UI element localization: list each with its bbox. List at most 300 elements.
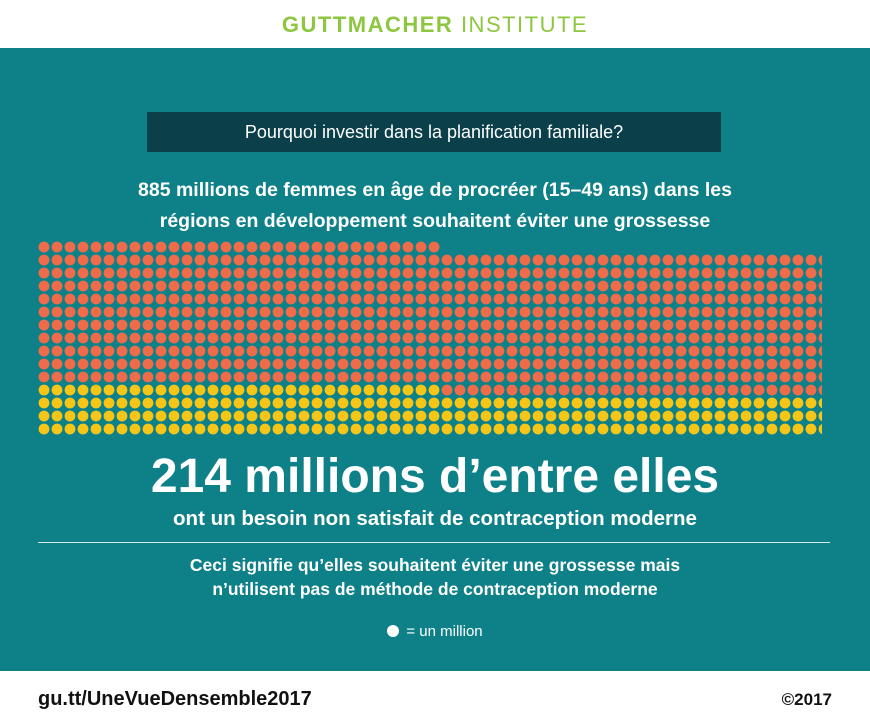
woman-dot (299, 359, 310, 370)
woman-dot (585, 333, 596, 344)
woman-dot (312, 346, 323, 357)
woman-dot (91, 242, 102, 253)
unmet-need-dot (52, 385, 63, 396)
woman-dot (312, 268, 323, 279)
woman-dot (364, 346, 375, 357)
woman-dot (481, 307, 492, 318)
woman-dot (559, 281, 570, 292)
woman-dot (104, 320, 115, 331)
unmet-need-dot (273, 398, 284, 409)
woman-dot (338, 281, 349, 292)
woman-dot (364, 307, 375, 318)
woman-dot (234, 294, 245, 305)
unmet-need-dot (481, 424, 492, 435)
woman-dot (455, 255, 466, 266)
woman-dot (793, 359, 804, 370)
woman-dot (364, 372, 375, 383)
woman-dot (130, 333, 141, 344)
woman-dot (507, 372, 518, 383)
woman-dot (611, 281, 622, 292)
woman-dot (351, 255, 362, 266)
woman-dot (208, 294, 219, 305)
woman-dot (325, 268, 336, 279)
woman-dot (715, 333, 726, 344)
woman-dot (624, 346, 635, 357)
unmet-need-dot (572, 424, 583, 435)
unmet-need-dot (819, 424, 822, 435)
woman-dot (676, 346, 687, 357)
woman-dot (455, 281, 466, 292)
woman-dot (78, 346, 89, 357)
unmet-need-dot (455, 424, 466, 435)
woman-dot (793, 320, 804, 331)
woman-dot (364, 242, 375, 253)
woman-dot (598, 268, 609, 279)
woman-dot (806, 372, 817, 383)
woman-dot (442, 281, 453, 292)
woman-dot (130, 320, 141, 331)
woman-dot (494, 294, 505, 305)
unmet-need-dot (806, 398, 817, 409)
woman-dot (650, 359, 661, 370)
woman-dot (52, 307, 63, 318)
woman-dot (559, 268, 570, 279)
woman-dot (481, 281, 492, 292)
woman-dot (208, 242, 219, 253)
unmet-need-dot (403, 385, 414, 396)
woman-dot (702, 359, 713, 370)
woman-dot (377, 242, 388, 253)
woman-dot (767, 268, 778, 279)
unmet-need-dot (351, 424, 362, 435)
woman-dot (481, 268, 492, 279)
unmet-need-dot (104, 411, 115, 422)
woman-dot (39, 307, 50, 318)
unmet-need-dot (403, 424, 414, 435)
woman-dot (663, 385, 674, 396)
unmet-need-dot (767, 411, 778, 422)
woman-dot (364, 294, 375, 305)
woman-dot (481, 346, 492, 357)
woman-dot (585, 294, 596, 305)
woman-dot (403, 372, 414, 383)
woman-dot (364, 281, 375, 292)
woman-dot (260, 255, 271, 266)
woman-dot (208, 281, 219, 292)
woman-dot (273, 281, 284, 292)
unmet-need-dot (741, 424, 752, 435)
woman-dot (728, 346, 739, 357)
unmet-need-dot (39, 411, 50, 422)
unmet-need-dot (624, 424, 635, 435)
woman-dot (520, 307, 531, 318)
woman-dot (728, 307, 739, 318)
woman-dot (351, 242, 362, 253)
woman-dot (65, 359, 76, 370)
unmet-need-dot (637, 424, 648, 435)
woman-dot (533, 255, 544, 266)
woman-dot (260, 320, 271, 331)
unmet-need-dot (247, 424, 258, 435)
woman-dot (390, 346, 401, 357)
woman-dot (390, 333, 401, 344)
woman-dot (299, 281, 310, 292)
woman-dot (702, 346, 713, 357)
unmet-need-dot (819, 411, 822, 422)
unmet-need-dot (468, 411, 479, 422)
unmet-need-dot (559, 424, 570, 435)
woman-dot (52, 281, 63, 292)
woman-dot (117, 255, 128, 266)
woman-dot (78, 359, 89, 370)
woman-dot (143, 268, 154, 279)
woman-dot (819, 294, 822, 305)
woman-dot (117, 320, 128, 331)
woman-dot (624, 320, 635, 331)
woman-dot (234, 307, 245, 318)
woman-dot (663, 307, 674, 318)
woman-dot (780, 359, 791, 370)
woman-dot (273, 255, 284, 266)
woman-dot (494, 281, 505, 292)
woman-dot (780, 268, 791, 279)
woman-dot (195, 307, 206, 318)
woman-dot (481, 333, 492, 344)
woman-dot (793, 268, 804, 279)
unmet-need-dot (572, 411, 583, 422)
woman-dot (273, 333, 284, 344)
woman-dot (442, 294, 453, 305)
woman-dot (429, 359, 440, 370)
woman-dot (312, 242, 323, 253)
unmet-need-dot (65, 385, 76, 396)
woman-dot (637, 333, 648, 344)
woman-dot (377, 346, 388, 357)
woman-dot (715, 372, 726, 383)
woman-dot (338, 320, 349, 331)
unmet-need-dot (130, 385, 141, 396)
woman-dot (286, 294, 297, 305)
woman-dot (806, 359, 817, 370)
woman-dot (377, 333, 388, 344)
woman-dot (689, 333, 700, 344)
unmet-need-dot (390, 398, 401, 409)
unmet-need-dot (221, 385, 232, 396)
woman-dot (52, 294, 63, 305)
unmet-need-dot (754, 398, 765, 409)
woman-dot (442, 346, 453, 357)
woman-dot (338, 333, 349, 344)
woman-dot (624, 359, 635, 370)
woman-dot (806, 255, 817, 266)
unmet-need-dot (507, 398, 518, 409)
woman-dot (91, 333, 102, 344)
woman-dot (598, 359, 609, 370)
source-link[interactable]: gu.tt/UneVueDensemble2017 (38, 688, 312, 710)
woman-dot (676, 372, 687, 383)
unmet-need-dot (78, 385, 89, 396)
woman-dot (507, 268, 518, 279)
woman-dot (286, 268, 297, 279)
woman-dot (624, 281, 635, 292)
woman-dot (780, 320, 791, 331)
woman-dot (468, 268, 479, 279)
woman-dot (429, 372, 440, 383)
unmet-need-dot (221, 424, 232, 435)
woman-dot (195, 281, 206, 292)
woman-dot (767, 294, 778, 305)
woman-dot (624, 268, 635, 279)
lead-line: 885 millions de femmes en âge de procréer (15–49 ans) dans les (138, 179, 732, 201)
woman-dot (806, 307, 817, 318)
woman-dot (455, 307, 466, 318)
woman-dot (468, 294, 479, 305)
woman-dot (65, 333, 76, 344)
woman-dot (715, 359, 726, 370)
copyright: ©2017 (781, 690, 832, 709)
woman-dot (611, 346, 622, 357)
woman-dot (247, 372, 258, 383)
woman-dot (104, 255, 115, 266)
woman-dot (715, 281, 726, 292)
unmet-need-dot (195, 385, 206, 396)
woman-dot (247, 294, 258, 305)
unmet-need-dot (676, 411, 687, 422)
woman-dot (598, 320, 609, 331)
woman-dot (260, 372, 271, 383)
woman-dot (247, 255, 258, 266)
unmet-need-dot (78, 411, 89, 422)
woman-dot (741, 359, 752, 370)
woman-dot (416, 242, 427, 253)
woman-dot (221, 268, 232, 279)
header (0, 0, 870, 48)
unmet-need-dot (403, 411, 414, 422)
woman-dot (39, 346, 50, 357)
woman-dot (494, 385, 505, 396)
woman-dot (325, 333, 336, 344)
woman-dot (377, 281, 388, 292)
woman-dot (728, 294, 739, 305)
woman-dot (650, 346, 661, 357)
unmet-need-dot (429, 424, 440, 435)
woman-dot (104, 268, 115, 279)
woman-dot (351, 320, 362, 331)
woman-dot (689, 255, 700, 266)
woman-dot (702, 255, 713, 266)
unmet-need-dot (351, 411, 362, 422)
woman-dot (52, 242, 63, 253)
woman-dot (442, 255, 453, 266)
unmet-need-dot (312, 398, 323, 409)
woman-dot (39, 268, 50, 279)
unmet-need-dot (299, 385, 310, 396)
woman-dot (754, 281, 765, 292)
unmet-need-dot (455, 411, 466, 422)
unmet-need-dot (169, 398, 180, 409)
woman-dot (468, 385, 479, 396)
woman-dot (195, 372, 206, 383)
unmet-need-dot (507, 411, 518, 422)
woman-dot (143, 255, 154, 266)
woman-dot (676, 268, 687, 279)
woman-dot (754, 346, 765, 357)
woman-dot (403, 255, 414, 266)
unmet-need-dot (650, 411, 661, 422)
woman-dot (325, 255, 336, 266)
unmet-need-dot (273, 385, 284, 396)
woman-dot (390, 294, 401, 305)
woman-dot (624, 255, 635, 266)
woman-dot (611, 333, 622, 344)
woman-dot (442, 320, 453, 331)
woman-dot (65, 268, 76, 279)
woman-dot (702, 294, 713, 305)
unmet-need-dot (377, 385, 388, 396)
woman-dot (286, 307, 297, 318)
woman-dot (507, 307, 518, 318)
woman-dot (390, 359, 401, 370)
woman-dot (572, 320, 583, 331)
woman-dot (481, 255, 492, 266)
woman-dot (416, 307, 427, 318)
woman-dot (390, 268, 401, 279)
woman-dot (585, 346, 596, 357)
unmet-need-dot (221, 411, 232, 422)
unmet-need-dot (416, 398, 427, 409)
woman-dot (325, 294, 336, 305)
unmet-need-dot (182, 424, 193, 435)
unmet-need-dot (663, 424, 674, 435)
unmet-need-dot (351, 385, 362, 396)
unmet-need-dot (208, 385, 219, 396)
woman-dot (637, 372, 648, 383)
unmet-need-dot (143, 411, 154, 422)
unmet-need-dot (442, 424, 453, 435)
unmet-need-dot (546, 398, 557, 409)
woman-dot (507, 346, 518, 357)
woman-dot (182, 255, 193, 266)
woman-dot (156, 333, 167, 344)
unmet-need-dot (689, 398, 700, 409)
woman-dot (338, 294, 349, 305)
woman-dot (546, 320, 557, 331)
woman-dot (494, 346, 505, 357)
woman-dot (689, 372, 700, 383)
woman-dot (338, 372, 349, 383)
woman-dot (520, 333, 531, 344)
woman-dot (169, 333, 180, 344)
woman-dot (91, 307, 102, 318)
woman-dot (299, 294, 310, 305)
woman-dot (455, 372, 466, 383)
woman-dot (195, 255, 206, 266)
woman-dot (182, 346, 193, 357)
woman-dot (273, 320, 284, 331)
unmet-need-dot (429, 411, 440, 422)
woman-dot (65, 320, 76, 331)
woman-dot (598, 385, 609, 396)
woman-dot (390, 242, 401, 253)
woman-dot (312, 307, 323, 318)
unmet-need-dot (338, 398, 349, 409)
unmet-need-dot (403, 398, 414, 409)
woman-dot (806, 320, 817, 331)
woman-dot (39, 359, 50, 370)
unmet-need-dot (806, 411, 817, 422)
unmet-need-dot (689, 411, 700, 422)
unmet-need-dot (741, 398, 752, 409)
woman-dot (780, 346, 791, 357)
woman-dot (611, 359, 622, 370)
woman-dot (546, 268, 557, 279)
woman-dot (533, 281, 544, 292)
unmet-need-dot (611, 411, 622, 422)
woman-dot (169, 281, 180, 292)
woman-dot (325, 242, 336, 253)
woman-dot (221, 359, 232, 370)
woman-dot (546, 255, 557, 266)
woman-dot (156, 294, 167, 305)
woman-dot (585, 268, 596, 279)
woman-dot (702, 268, 713, 279)
woman-dot (429, 255, 440, 266)
unmet-need-dot (390, 424, 401, 435)
woman-dot (130, 372, 141, 383)
unmet-need-dot (585, 411, 596, 422)
woman-dot (585, 385, 596, 396)
woman-dot (221, 346, 232, 357)
unmet-need-dot (143, 385, 154, 396)
woman-dot (169, 242, 180, 253)
lead-line: régions en développement souhaitent éviter une grossesse (159, 210, 711, 232)
woman-dot (429, 294, 440, 305)
woman-dot (676, 320, 687, 331)
legend-dot-icon (387, 625, 399, 637)
woman-dot (468, 281, 479, 292)
woman-dot (715, 268, 726, 279)
woman-dot (754, 320, 765, 331)
woman-dot (741, 294, 752, 305)
unmet-need-dot (156, 398, 167, 409)
woman-dot (819, 320, 822, 331)
woman-dot (273, 346, 284, 357)
woman-dot (754, 307, 765, 318)
woman-dot (819, 346, 822, 357)
unmet-need-dot (156, 424, 167, 435)
woman-dot (143, 320, 154, 331)
woman-dot (559, 294, 570, 305)
woman-dot (195, 346, 206, 357)
unmet-need-dot (169, 411, 180, 422)
woman-dot (611, 294, 622, 305)
woman-dot (39, 333, 50, 344)
woman-dot (715, 346, 726, 357)
brand-name-bold: GUTTMACHER (281, 12, 454, 37)
woman-dot (52, 372, 63, 383)
woman-dot (650, 333, 661, 344)
unmet-need-dot (611, 424, 622, 435)
woman-dot (455, 320, 466, 331)
woman-dot (494, 307, 505, 318)
unmet-need-dot (182, 385, 193, 396)
woman-dot (689, 385, 700, 396)
woman-dot (611, 320, 622, 331)
woman-dot (507, 294, 518, 305)
woman-dot (351, 372, 362, 383)
unmet-need-dot (793, 411, 804, 422)
unmet-need-dot (702, 398, 713, 409)
